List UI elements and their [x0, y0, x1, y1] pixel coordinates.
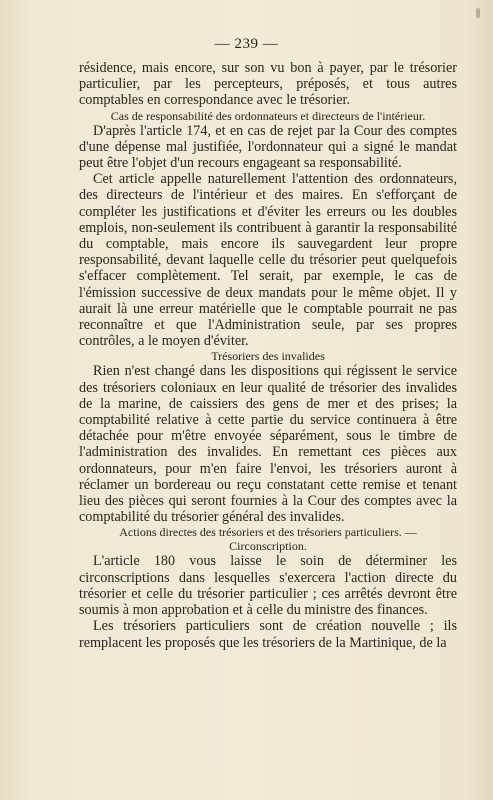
margin-mark	[476, 8, 480, 18]
section-heading: Cas de responsabilité des ordonnateurs et directeurs de l'intérieur.	[110, 108, 426, 123]
page-number: — 239 —	[214, 36, 279, 52]
section-heading: Trésoriers des invalides	[211, 349, 325, 364]
page-body	[79, 60, 457, 651]
paragraph: Cet article appelle naturellement l'attention des ordonnateurs, des directeurs de l'intérieur et des maires. En s'efforçant de compléter les justifications et d'éviter les erreurs ou les doubles emplois, non-seulement ils contribuent à garantir la responsabilité du comptable, mais encore ils sauvegardent leur propre responsabilité, devant laquelle celle du trésorier peut quelquefois s'effacer complètement. Tel serait, par exemple, le cas de l'émission successive de deux mandats pour le même objet. Il y aurait là une erreur matérielle que le comptable pourrait ne pas reconnaître et que l'Administration seule, par ses propres contrôles, a le moyen d'éviter.	[79, 171, 457, 350]
paragraph: Les trésoriers particuliers sont de création nouvelle ; ils remplacent les proposés que les trésoriers de la Martinique, de la	[79, 618, 457, 651]
section-heading: Actions directes des trésoriers et des trésoriers particuliers. — Circonscription.	[119, 525, 417, 554]
paragraph: résidence, mais encore, sur son vu bon à payer, par le trésorier particulier, par les percepteurs, préposés, et tous autres comptables en correspondance avec le trésorier.	[79, 60, 457, 109]
paragraph: L'article 180 vous laisse le soin de déterminer les circonscriptions dans lesquelles s'exercera l'action directe du trésorier et celle du trésorier particulier ; ces arrêtés devront être soumis à mon approbation et à celle du ministre des finances.	[79, 553, 457, 619]
paragraph: D'après l'article 174, et en cas de rejet par la Cour des comptes d'une dépense mal justifiée, l'ordonnateur qui a signé le mandat peut être l'objet d'un recours engageant sa responsabilité.	[79, 122, 457, 172]
paragraph: Rien n'est changé dans les dispositions qui régissent le service des trésoriers coloniaux en leur qualité de trésorier des invalides de la marine, de caissiers des gens de mer et des prises; la comptabilité relative à cette partie du service continuera à être détachée pour m'être envoyée séparément, sous le timbre de l'administration des invalides. En remettant ces pièces aux ordonnateurs, pour m'en faire l'envoi, les trésoriers auront à réclamer un bordereau ou reçu constatant cette remise et tenant lieu des pièces qui seront fournies à la Cour des comptes avec la comptabilité du trésorier général des invalides.	[79, 363, 457, 526]
